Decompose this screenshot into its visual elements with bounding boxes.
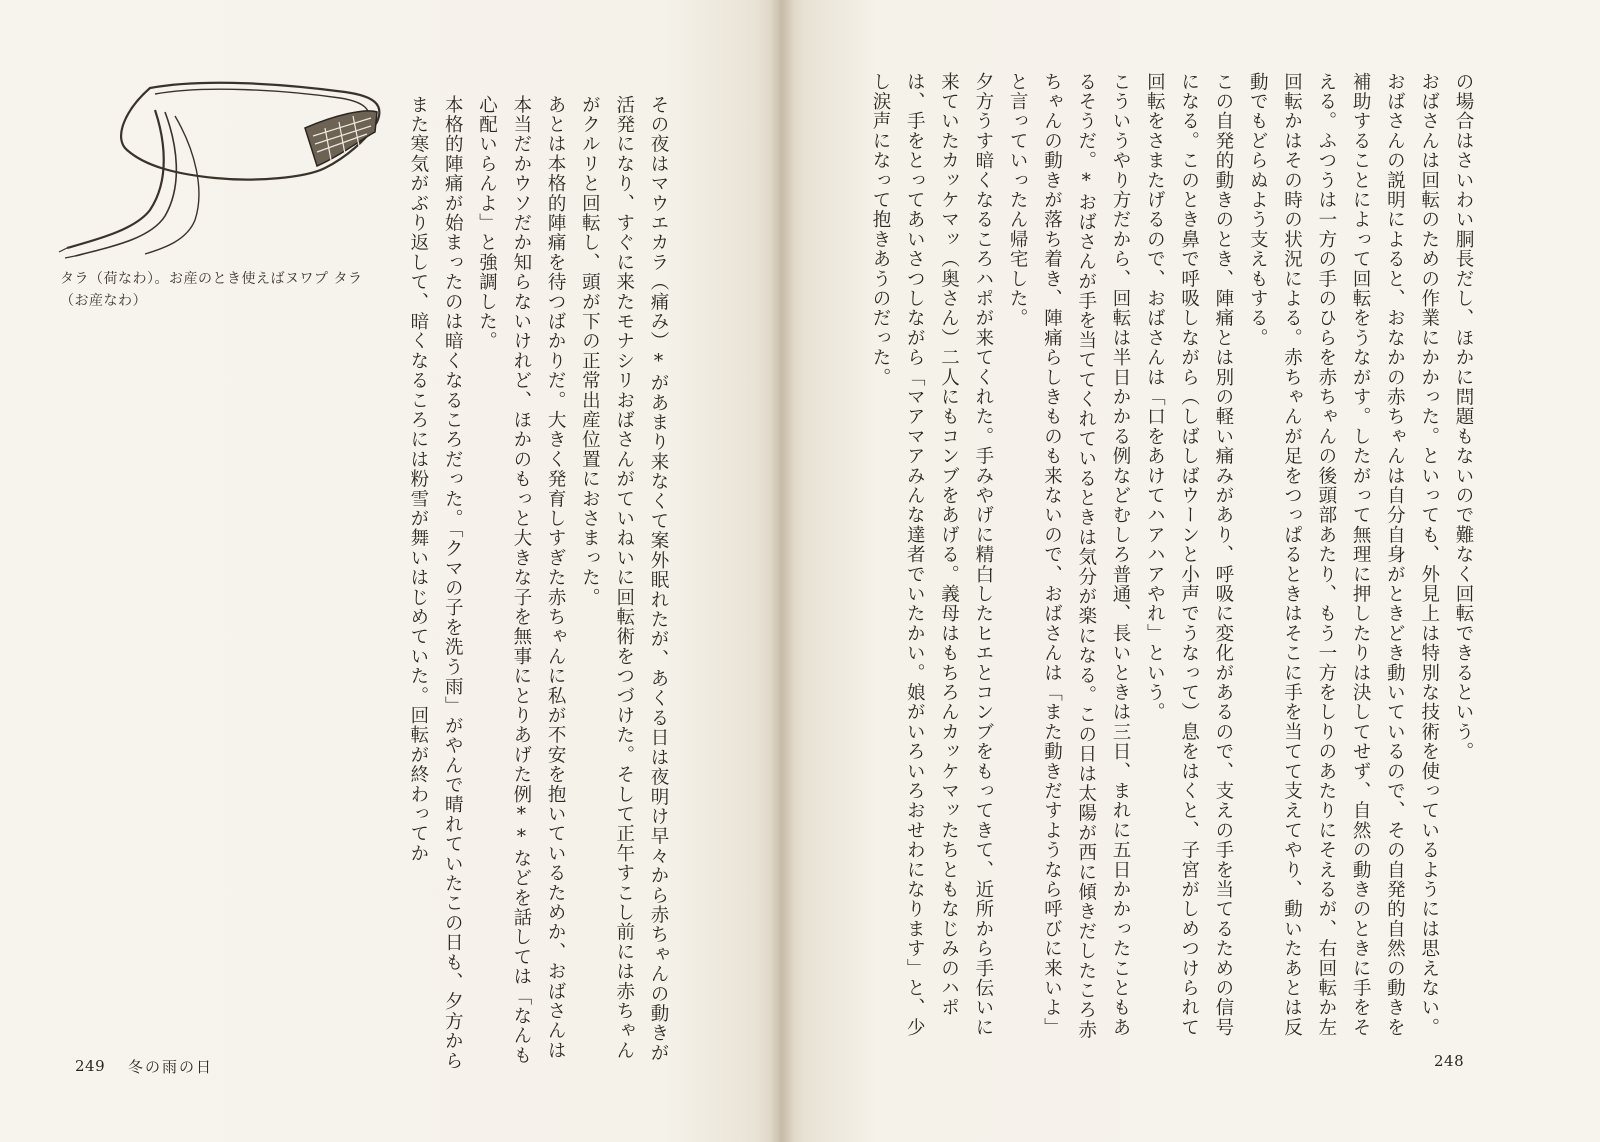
tara-rope-illustration [55, 70, 395, 260]
page-number-left: 249 [75, 1057, 106, 1075]
figure-caption: タラ（荷なわ）。お産のとき使えばヌワプ タラ（お産なわ） [60, 271, 363, 309]
right-page-body: の場合はさいわい胴長だし、ほかに問題もないので難なく回転できるという。 おばさんは回転のための作業にかかった。といっても、外見上は特別な技術を使っているようには思えない。おばさんの説明によると、おなかの赤ちゃんは自分自身がときどき動いているので、その自発的自然の動きを補助することによって回転をうながす。したがって無理に押したりは決してせず、自然の動きのときに手をそえる。ふつうは一方の手のひらを赤ちゃんの後頭部あたり、もう一方をしりのあたりにそえるが、右回転か左回転かはその時の状況による。赤ちゃんが足をつっぱるときはそこに手を当てて支えてやり、動いたあとは反動でもどらぬよう支えもする。 この自発的動きのとき、陣痛とは別の軽い痛みがあり、呼吸に変化があるので、支えの手を当てるための信号になる。このとき鼻で呼吸しながら（しばしばウーンと小声でうなって）息をはくと、子宮がしめつけられて回転をさまたげるので、おばさんは「口をあけてハアハアやれ」という。 こういうやり方だから、回転は半日かかる例などむしろ普通、長いときは三日、まれに五日かかったこともあるそうだ。*おばさんが手を当ててくれているときは気分が楽になる。この日は太陽が西に傾きだしたころ赤ちゃんの動きが落ち着き、陣痛らしきものも来ないので、おばさんは「また動きだすようなら呼びに来いよ」と言っていったん帰宅した。 夕方うす暗くなるころハポが来てくれた。手みやげに精白したヒエとコンブをもってきて、近所から手伝いに来ていたカッケマッ（奥さん）二人にもコンブをあげる。義母はもちろんカッケマッたちともなじみのハポは、手をとってあいさつしながら「マアマアみんな達者でいたかい。娘がいろいろおせわになります」と、少し涙声になって抱きあうのだった。 [869, 72, 1474, 1040]
book-gutter [770, 0, 794, 1142]
left-page [0, 0, 780, 1142]
running-title: 冬の雨の日 [128, 1058, 214, 1076]
left-page-body: その夜はマウエカラ（痛み）*があまり来なくて案外眠れたが、あくる日は夜明け早々から赤ちゃんの動きが活発になり、すぐに来たモナシリおばさんがていねいに回転術をつづけた。そして正午すこし前には赤ちゃんがクルリと回転し、頭が下の正常出産位置におさまった。 あとは本格的陣痛を待つばかりだ。大きく発育しすぎた赤ちゃんに私が不安を抱いているためか、おばさんは本当だかウソだか知らないけれど、ほかのもっと大きな子を無事にとりあげた例**などを話しては「なんも心配いらんよ」と強調した。 本格的陣痛が始まったのは暗くなるころだった。「クマの子を洗う雨」がやんで晴れていたこの日も、夕方からまた寒気がぶり返して、暗くなるころには粉雪が舞いはじめていた。回転が終わってか [407, 95, 669, 1071]
page-number-right: 248 [1434, 1052, 1465, 1070]
